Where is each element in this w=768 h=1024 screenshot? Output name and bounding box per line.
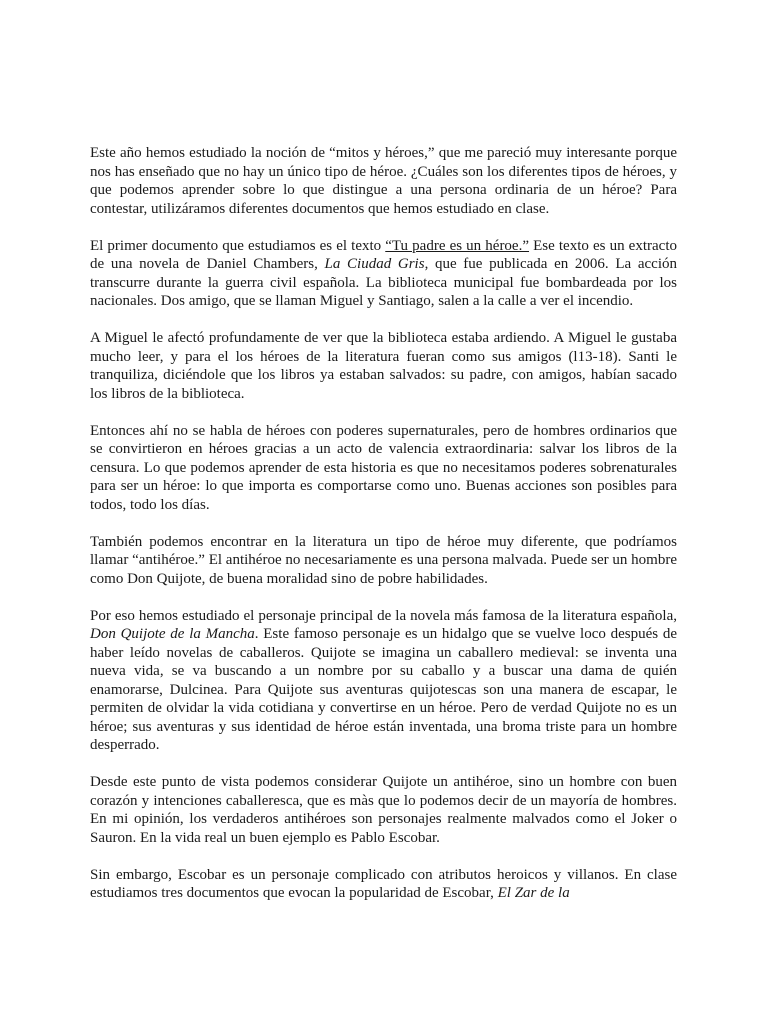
paragraph-7-text: Desde este punto de vista podemos considerar Quijote un antihéroe, sino un hombre con buen corazón y intenciones caballeresca, que es màs que lo podemos decir de un mayoría de hombres. En mi opinión, los verdaderos antihéroes son personajes realmente malvados como el Joker o Sauron. En la vida real un buen ejemplo es Pablo Escobar. xyxy=(90,774,677,846)
paragraph-4 xyxy=(90,422,677,515)
paragraph-3-text: A Miguel le afectó profundamente de ver que la biblioteca estaba ardiendo. A Miguel le gustaba mucho leer, y para el los héroes de la literatura fueran como sus amigos (l13-18). Santi le tranquiliza, diciéndole que los libros ya estaban salvados: su padre, con amigos, habían sacado los libros de la biblioteca. xyxy=(90,330,677,402)
paragraph-8 xyxy=(90,866,677,903)
text-title-tu-padre: “Tu padre es un héroe.” xyxy=(385,237,530,254)
title-el-zar: El Zar de la xyxy=(497,885,570,901)
paragraph-1-text: Este año hemos estudiado la noción de “mitos y héroes,” que me pareció muy interesante porque nos has enseñado que no hay un único tipo de héroe. ¿Cuáles son los diferentes tipos de héroes, y que podemos aprender sobre lo que distingue a una persona ordinaria de un héroe? Para contestar, utilizáramos diferentes documentos que hemos estudiado en clase. xyxy=(90,145,677,217)
paragraph-6-text-a: Por eso hemos estudiado el personaje principal de la novela más famosa de la literatura española, xyxy=(90,607,677,624)
paragraph-4-text: Entonces ahí no se habla de héroes con poderes supernaturales, pero de hombres ordinarios que se convirtieron en héroes gracias a un acto de valencia extraordinaria: salvar los libros de la censura. Lo que podemos aprender de esta historia es que no necesitamos poderes sobrenaturales para ser un héroe: lo que importa es comportarse como uno. Buenas acciones son posibles para todos, todo los días. xyxy=(90,422,677,513)
paragraph-6 xyxy=(90,607,677,755)
document-page xyxy=(90,144,677,921)
paragraph-2-text-c: , que fue publicada en 2006. La acción transcurre durante la guerra civil española. La biblioteca municipal fue bombardeada por los nacionales. Dos amigo, que se llaman Miguel y Santiago, salen a la calle a ver el incendio. xyxy=(90,256,677,309)
paragraph-2 xyxy=(90,237,677,311)
paragraph-2-text-a: El primer documento que estudiamos es el texto xyxy=(90,237,386,254)
paragraph-5 xyxy=(90,533,677,589)
novel-title-ciudad-gris: La Ciudad Gris xyxy=(324,256,425,272)
paragraph-8-text-a: Sin embargo, Escobar es un personaje complicado con atributos heroicos y villanos. En clase estudiamos tres documentos que evocan la popularidad de Escobar, xyxy=(90,866,677,901)
paragraph-7 xyxy=(90,773,677,847)
paragraph-1 xyxy=(90,144,677,218)
paragraph-6-text-b: . Este famoso personaje es un hidalgo que se vuelve loco después de haber leído novelas de caballeros. Quijote se imagina un caballero medieval: se inventa una nueva vida, se va buscando a un nombre por su caballo y a buscar una dama de quién enamorarse, Dulcinea. Para Quijote sus aventuras quijotescas son una manera de escapar, le permiten de olvidar la vida cotidiana y convertirse en un héroe. Pero de verdad Quijote no es un héroe; sus aventuras y sus identidad de héroe están inventada, una broma triste para un hombre desperrado. xyxy=(90,626,677,753)
paragraph-3 xyxy=(90,329,677,403)
paragraph-5-text: También podemos encontrar en la literatura un tipo de héroe muy diferente, que podríamos llamar “antihéroe.” El antihéroe no necesariamente es una persona malvada. Puede ser un hombre como Don Quijote, de buena moralidad sino de pobre habilidades. xyxy=(90,533,677,587)
paragraph-2-text-b: Ese texto es un extracto de una novela de Daniel Chambers, xyxy=(90,237,677,272)
novel-title-don-quijote: Don Quijote de la Mancha xyxy=(90,626,255,642)
